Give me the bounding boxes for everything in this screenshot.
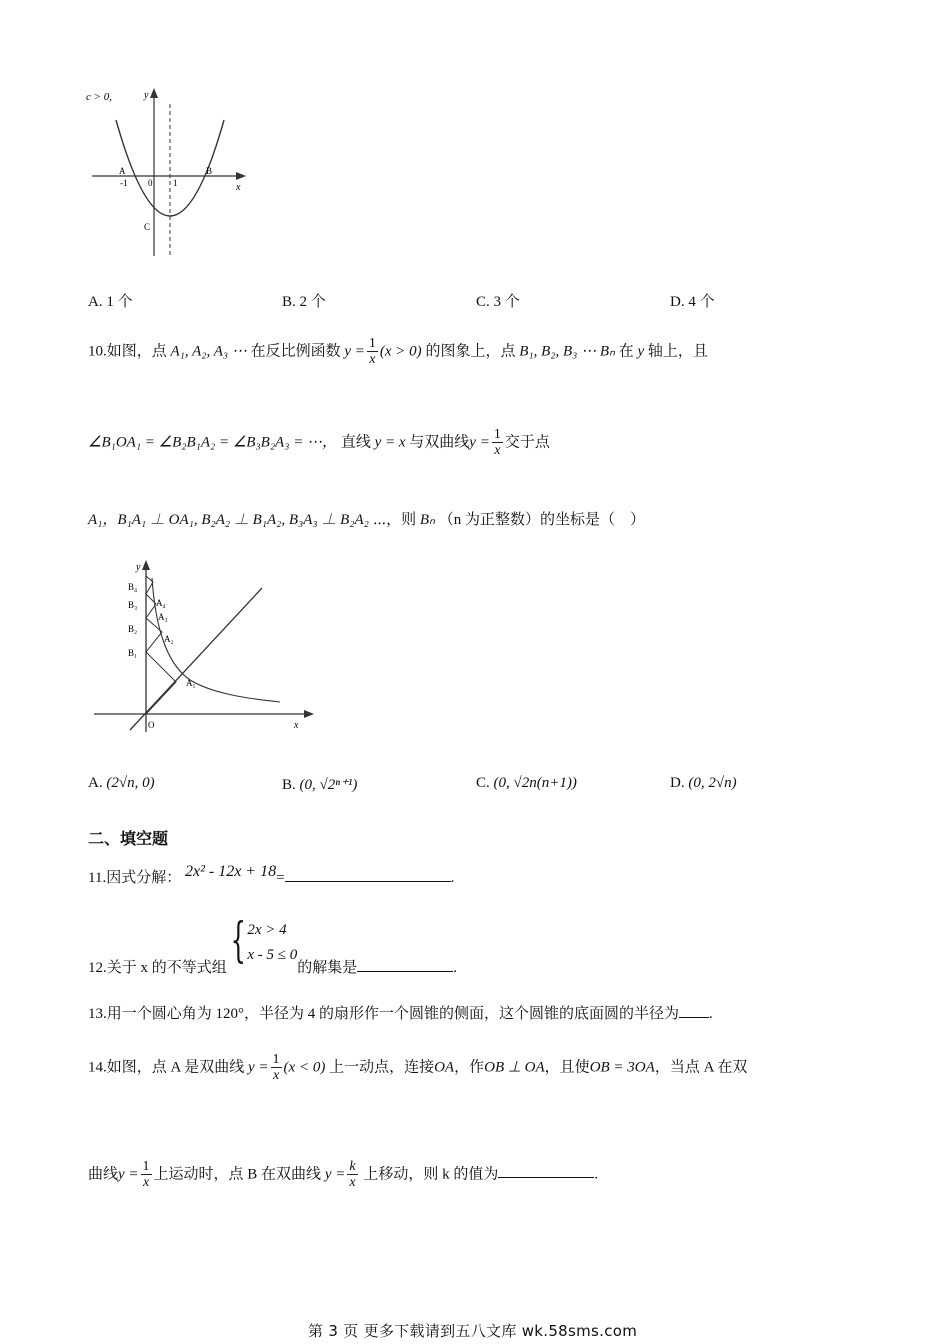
q9-option-a: A. 1 个 [88, 294, 133, 310]
q14-answer-blank[interactable] [498, 1163, 594, 1178]
section-heading: 二、填空题 [88, 829, 169, 848]
q13-answer-blank[interactable] [679, 1003, 709, 1018]
q9-fig-b: B [206, 166, 213, 176]
q9-fig-a: A [119, 166, 126, 176]
q9-option-d: D. 4 个 [670, 294, 715, 310]
q10-perpendiculars: A₁，B₁A₁ ⊥ OA₁, B₂A₂ ⊥ B₁A₂, B₃A₃ ⊥ B₂A₂ ⋯ [88, 512, 387, 528]
q9-fig-cond: c > 0, [86, 91, 113, 103]
q10-fig-b3: B₃ [128, 600, 138, 610]
q10-fig-y: y [136, 562, 141, 573]
q14-line-1: 14.如图，点 A 是双曲线 y = $\frac{1}{x}$ (x < 0) 上一动点，连接OA，作OB ⊥ OA，且使OB = 3OA，当点 A 在双 [88, 1052, 748, 1083]
q10-hyp-fraction: $\frac{1}{x}$ [493, 427, 501, 458]
q9-fig-o: 0 [148, 178, 153, 188]
q11-answer-blank[interactable] [285, 867, 451, 882]
q10-line-2: ∠B₁OA₁ = ∠B₂B₁A₂ = ∠B₃B₂A₃ = ⋯， 直线 y = x 与双曲线y = $\frac{1}{x}$ 交于点 [88, 427, 550, 458]
q12-number: 12. [88, 960, 107, 976]
q10-figure [90, 556, 320, 736]
q14-fraction: $\frac{1}{x}$ [272, 1052, 280, 1083]
page-footer: 第 3 页 更多下载请到五八文库 wk.58sms.com [308, 1322, 638, 1340]
q12-inequality-2: x - 5 ≤ 0 [247, 947, 298, 963]
q10-option-a: A. (2√n, 0) [88, 775, 155, 791]
q12-answer-blank[interactable] [357, 957, 453, 972]
q10-fig-x: x [294, 720, 299, 731]
q12-brace: { [230, 912, 246, 968]
q14-number: 14. [88, 1059, 107, 1076]
q9-fig-p1: 1 [173, 178, 178, 188]
q9-parabola-figure [86, 84, 256, 264]
q9-fig-y: y [144, 90, 149, 101]
q10-points-a: A₁, A₂, A₃ ⋯ [170, 343, 247, 360]
q10-line-eq: y = x [374, 434, 406, 451]
q10-line-3: A₁，B₁A₁ ⊥ OA₁, B₂A₂ ⊥ B₁A₂, B₃A₃ ⊥ B₂A₂ ⋯，则 Bₙ （n 为正整数）的坐标是（ ） [88, 512, 646, 528]
q11-expression: 2x² - 12x + 18 [184, 863, 277, 880]
q10-fig-o: O [148, 720, 155, 730]
q10-fraction: $\frac{1}{x}$ [368, 336, 376, 367]
q9-fig-x: x [236, 182, 241, 193]
q9-option-c: C. 3 个 [476, 294, 520, 310]
q10-number: 10. [88, 343, 107, 360]
q11: 11.因式分解： 2x² - 12x + 18= . [88, 863, 455, 886]
q13-number: 13. [88, 1006, 107, 1022]
q11-number: 11. [88, 870, 107, 886]
q10-fig-b1: B₁ [128, 648, 138, 658]
q10-option-b: B. (0, √2ⁿ⁺¹) [282, 777, 358, 793]
q10-points-b: B₁, B₂, B₃ ⋯ Bₙ [519, 343, 615, 360]
q10-fig-a3: A₃ [158, 612, 168, 622]
q10-angles: ∠B₁OA₁ = ∠B₂B₁A₂ = ∠B₃B₂A₃ = ⋯， [88, 434, 338, 451]
q10-fig-b4: B₄ [128, 582, 138, 592]
q12: 12.关于 x 的不等式组{ 2x > 4 x - 5 ≤ 0 的解集是 . [88, 912, 457, 976]
q14-line-2: 曲线y = $\frac{1}{x}$ 上运动时，点 B 在双曲线 y = $\frac{k}{x}$ 上移动，则 k 的值为 . [88, 1159, 599, 1190]
q10-fig-a2: A₂ [164, 634, 174, 644]
q14-hyp-fraction: $\frac{1}{x}$ [142, 1159, 150, 1190]
q12-inequality-1: 2x > 4 [247, 922, 287, 938]
q14-k-fraction: $\frac{k}{x}$ [349, 1159, 356, 1190]
q9-fig-c: C [144, 222, 151, 232]
q9-option-b: B. 2 个 [282, 294, 326, 310]
q10-fig-a1: A₁ [186, 678, 196, 688]
q9-fig-m1: -1 [120, 178, 128, 188]
q10-option-c: C. (0, √2n(n+1)) [476, 775, 577, 791]
q10-option-d: D. (0, 2√n) [670, 775, 737, 791]
q10-fig-a4: A₄ [156, 598, 166, 608]
q13: 13.用一个圆心角为 120°，半径为 4 的扇形作一个圆锥的侧面，这个圆锥的底面圆的半径为 . [88, 1002, 713, 1023]
q10-fig-b2: B₂ [128, 624, 138, 634]
q10-line-1: 10.如图，点 A₁, A₂, A₃ ⋯ 在反比例函数 y = $\frac{1}{x}$ (x > 0) 的图象上，点 B₁, B₂, B₃ ⋯ Bₙ 在 y 轴上，且 [88, 336, 708, 367]
